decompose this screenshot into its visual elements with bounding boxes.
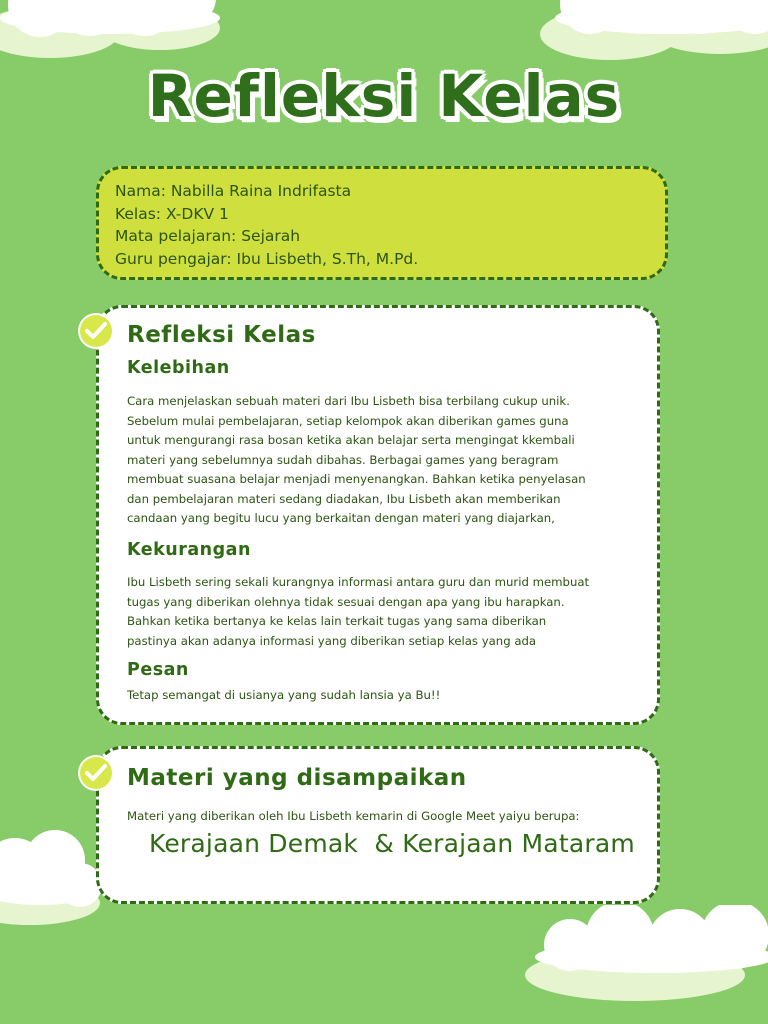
message-text: Tetap semangat di usianya yang sudah lansia ya Bu!! [127, 688, 441, 702]
student-info-box [96, 166, 668, 280]
text-line: tugas yang diberikan olehnya tidak sesuai dengan apa yang ibu harapkan. [127, 594, 565, 609]
cloud-top-right [530, 0, 768, 70]
text-line: candaan yang begitu lucu yang berkaitan dengan materi yang diajarkan, [127, 511, 555, 525]
page-title: Refleksi Kelas [147, 62, 621, 130]
material-card [96, 746, 660, 904]
check-circle-icon [80, 757, 112, 789]
text-line: membuat suasana belajar menjadi menyenangkan. Bahkan ketika penyelasan [127, 472, 586, 486]
strengths-heading: Kelebihan [127, 358, 230, 378]
teacher: Guru pengajar: Ibu Lisbeth, S.Th, M.Pd. [115, 249, 419, 268]
check-circle-icon [80, 315, 112, 347]
cloud-bottom-right [525, 905, 768, 1005]
text-line: pastinya akan adanya informasi yang diberikan setiap kelas yang ada [127, 633, 537, 648]
text-line: dan pembelajaran materi sedang diadakan, Ibu Lisbeth akan memberikan [127, 491, 561, 506]
text-line: Bahkan ketika bertanya ke kelas lain terkait tugas yang sama diberikan [127, 614, 547, 628]
weaknesses-heading: Kekurangan [127, 540, 251, 560]
text-line: Cara menjelaskan sebuah materi dari Ibu Lisbeth bisa terbilang cukup unik. [127, 394, 570, 408]
subject: Mata pelajaran: Sejarah [115, 227, 301, 245]
weaknesses-text [127, 573, 647, 651]
strengths-text [127, 392, 647, 529]
material-heading: Materi yang disampaikan [127, 765, 467, 791]
student-class: Kelas: X-DKV 1 [115, 204, 229, 223]
reflection-card [96, 305, 660, 725]
message-heading: Pesan [127, 660, 189, 680]
student-name: Nama: Nabilla Raina Indrifasta [115, 182, 352, 200]
material-text: Materi yang diberikan oleh Ibu Lisbeth kemarin di Google Meet yaiyu berupa: [127, 809, 580, 823]
material-topics: Kerajaan Demak & Kerajaan Mataram [149, 829, 635, 858]
reflection-heading: Refleksi Kelas [127, 322, 316, 348]
text-line: materi yang sebelumnya sudah dibahas. Berbagai games yang beragram [127, 452, 559, 467]
text-line: Ibu Lisbeth sering sekali kurangnya informasi antara guru dan murid membuat [127, 575, 590, 589]
text-line: Sebelum mulai pembelajaran, setiap kelompok akan diberikan games guna [127, 413, 569, 428]
cloud-top-left [0, 0, 240, 70]
text-line: untuk mengurangi rasa bosan ketika akan belajar serta mengingat kkembali [127, 433, 575, 447]
